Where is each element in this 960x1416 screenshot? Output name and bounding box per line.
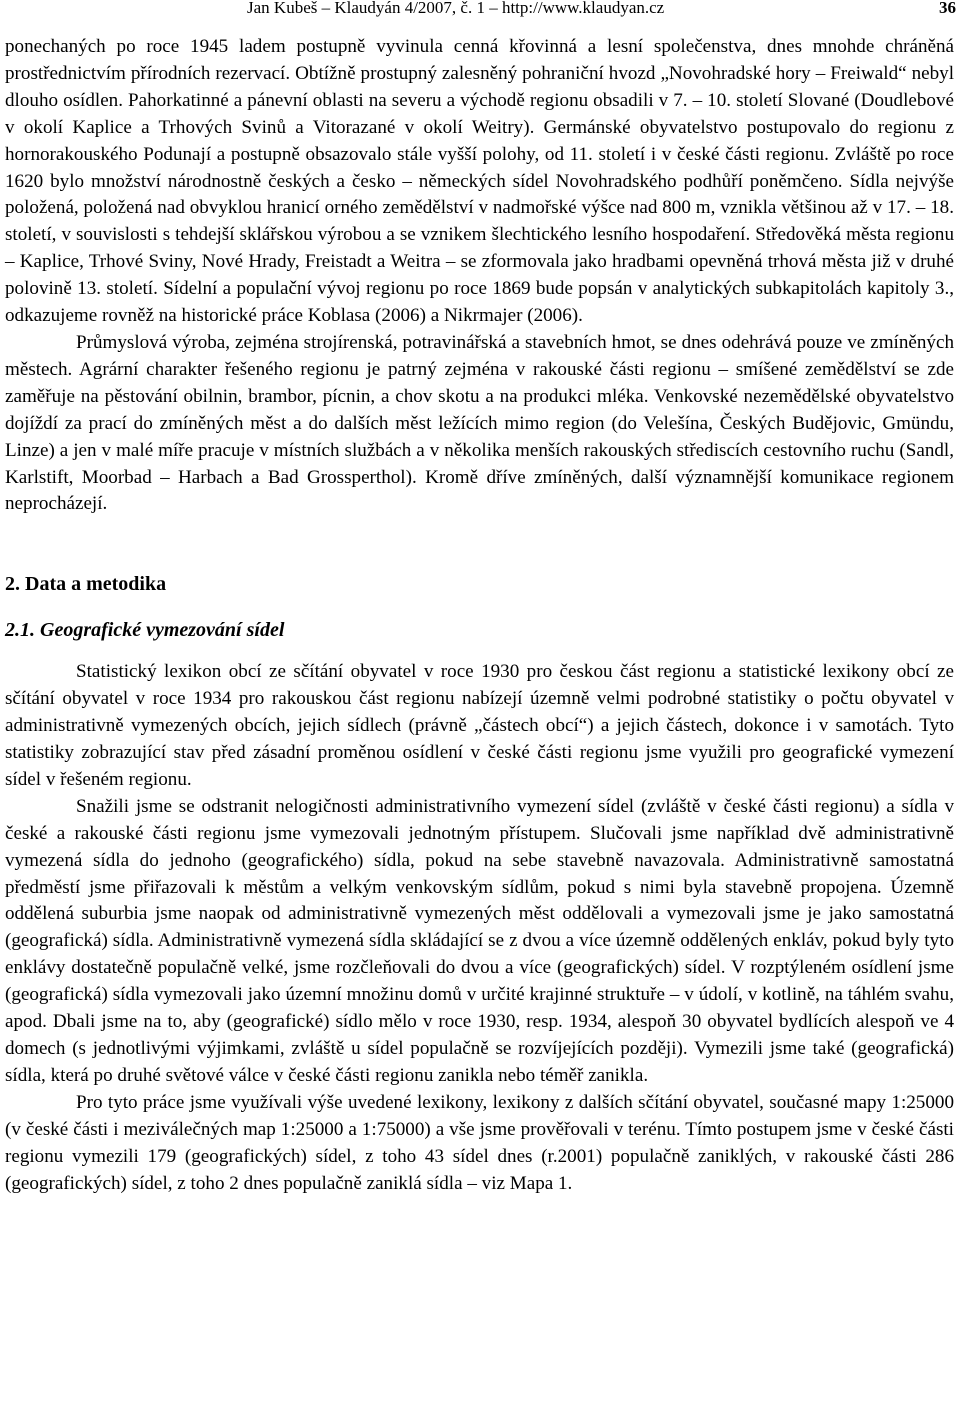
running-head: Jan Kubeš – Klaudyán 4/2007, č. 1 – http://www.klaudyan.cz xyxy=(247,0,665,17)
paragraph-economy: Průmyslová výroba, zejména strojírenská, potravinářská a stavebních hmot, se dnes odehrává pouze ve zmíněných městech. Agrární charakter řešeného regionu je patrný zejména v rakouské části regionu – smíšené zemědělství se zde zaměřuje na pěstování obilnin, brambor, pícnin, a chov skotu a na produkci mléka. Venkovské nezemědělské obyvatelstvo dojíždí za prací do zmíněných měst a do dalších měst ležících mimo region (do Velešína, Českých Budějovic, Gmündu, Linze) a jen v malé míře pracuje v místních službách a v několika menších rakouských střediscích cestovního ruchu (Sandl, Karlstift, Moorbad – Harbach a Bad Grossperthol). Kromě dříve zmíněných, další významnější komunikace regionem neprocházejí. xyxy=(5,331,954,515)
running-header xyxy=(5,0,954,34)
paragraph-delimitation-method: Snažili jsme se odstranit nelogičnosti administrativního vymezení sídel (zvláště v české části regionu) a sídla v české a rakouské části regionu jsme vymezovali jednotným přístupem. Slučovali jsme například dvě administrativně vymezená sídla do jednoho (geografického) sídla, pokud na sebe stavebně navazovala. Administrativně samostatná předměstí jsme přiřazovali k městům a velkým venkovským sídlům, pokud s nimi byla stavebně propojena. Územně oddělená suburbia jsme naopak od administrativně vymezených měst oddělovali a vymezovali jsme je jako samostatná (geografická) sídla. Administrativně vymezená sídla skládající se z dvou a více územně oddělených enkláv, pokud byly tyto enklávy dostatečně populačně velké, jsme rozčleňovali do dvou a více (geografických) sídel. V rozptýleném osídlení jsme (geografická) sídla vymezovali jako územní množinu domů v určité krajinné struktuře – v údolí, v kotlině, na táhlém svahu, apod. Dbali jsme na to, aby (geografické) sídlo mělo v roce 1930, resp. 1934, alespoň 30 obyvatel bydlících alespoň ve 4 domech (s jednotlivými výjimkami, zvláště u sídel populačně se rozvíjejících později). Vymezili jsme také (geografická) sídla, která po druhé světové válce v české části regionu zanikla nebo téměř zanikla. xyxy=(5,795,954,1086)
page-number: 36 xyxy=(939,0,956,17)
section-heading: 2. Data a metodika xyxy=(5,573,167,596)
paragraph-settlement-history: ponechaných po roce 1945 ladem postupně vyvinula cenná křovinná a lesní společenstva, dnes mnohde chráněná prostřednictvím přírodních rezervací. Obtížně prostupný zalesněný pohraniční hvozd „Novohradské hory – Freiwald“ nebyl dlouho osídlen. Pahorkatinné a pánevní oblasti na severu a východě regionu obsadili v 7. – 10. století Slované (Doudlebové v okolí Kaplice a Trhových Svinů a Vitorazané v okolí Weitry). Germánské obyvatelstvo postupovalo do regionu z hornorakouského Podunají a postupně obsazovalo stále vyšší polohy, od 11. století i v české části regionu. Zvláště po roce 1620 bylo množství národnostně českých a česko – německých sídel Novohradského podhůří poněmčeno. Sídla nejvýše položená, položená nad obvyklou hranicí orného zemědělství v nadmořské výšce nad 800 m, vznikla většinou až v 17. – 18. století, v souvislosti s tehdejší sklářskou výrobou a se vznikem šlechtického lesního hospodaření. Středověká města regionu – Kaplice, Trhové Sviny, Nové Hrady, Freistadt a Weitra – se zformovala jako hradbami opevněná trhová města již v druhé polovině 13. století. Sídelní a populační vývoj regionu po roce 1869 bude popsán v analytických subkapitolách kapitoly 3., odkazujeme rovněž na historické práce Koblasa (2006) a Nikrmajer (2006). xyxy=(5,36,954,327)
paragraph-results: Pro tyto práce jsme využívali výše uvedené lexikony, lexikony z dalších sčítání obyvatel, současné mapy 1:25000 (v české části i meziválečných map 1:25000 a 1:75000) a vše jsme prověřovali v terénu. Tímto postupem jsme v české části regionu vymezili 179 (geografických) sídel, z toho 43 sídel dnes (r.2001) populačně zaniklých, v rakouské části 286 (geografických) sídel, z toho 2 dnes populačně zaniklá sídla – viz Mapa 1. xyxy=(5,1091,954,1194)
paragraph-statistical-lexicon: Statistický lexikon obcí ze sčítání obyvatel v roce 1930 pro českou část regionu a statistické lexikony obcí ze sčítání obyvatel v roce 1934 pro rakouskou část regionu nabízejí územně velmi podrobné statistiky o počtu obyvatel v administrativně vymezených obcích, jejich sídlech (právně „částech obcí“) a jejich částech, dokonce i v samotách. Tyto statistiky zobrazující stav před zásadní proměnou osídlení v české části regionu jsme využili pro geografické vymezení sídel v řešeném regionu. xyxy=(5,661,954,790)
subsection-heading: 2.1. Geografické vymezování sídel xyxy=(5,619,285,642)
document-page xyxy=(5,0,954,1197)
